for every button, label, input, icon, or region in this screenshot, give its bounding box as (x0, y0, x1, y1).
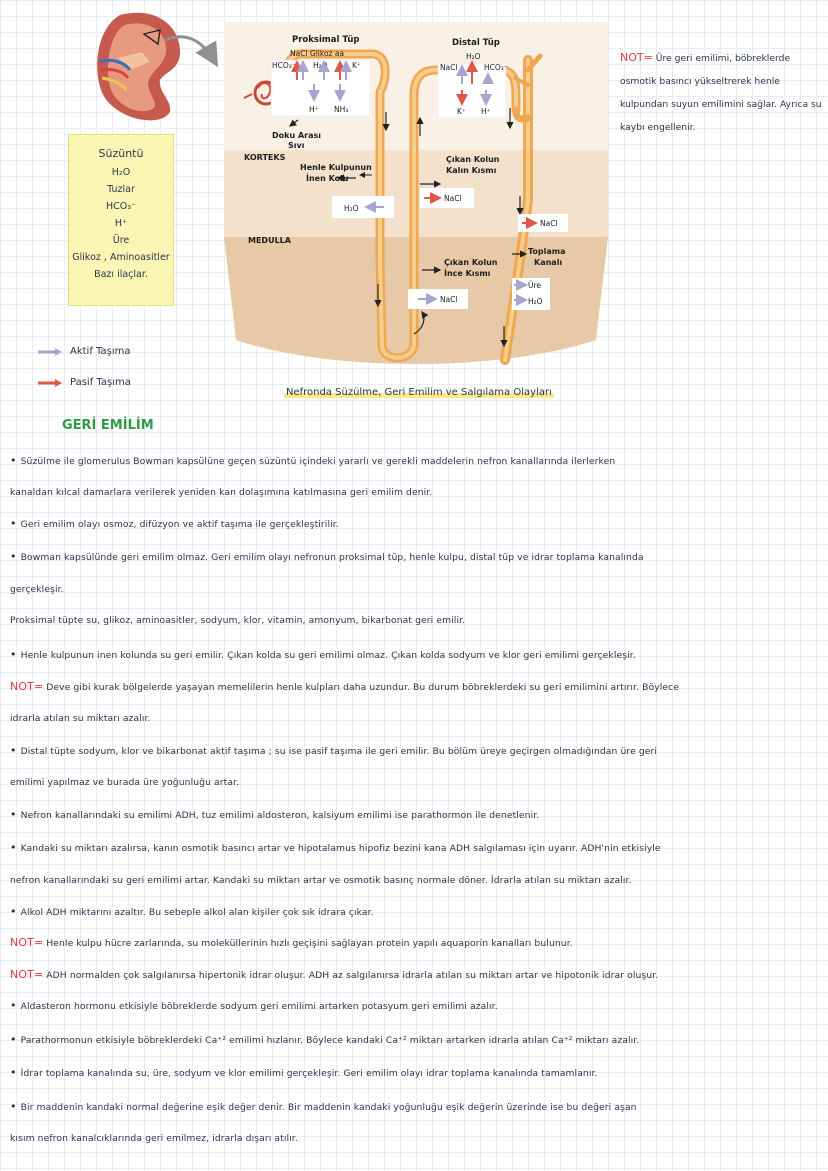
text-line: NOT= ADH normalden çok salgılanırsa hipertonik idrar oluşur. ADH az salgılanırsa idrarla atılan su miktarı artar ve hipotonik idrar oluşur. (10, 968, 659, 981)
distal-hco3: HCO₃⁻ (484, 63, 508, 72)
proximal-hco3: HCO₃⁻ (272, 61, 296, 70)
passive-arrow-icon (38, 379, 62, 387)
svg-text:NaCl: NaCl (540, 219, 558, 228)
note-top (620, 46, 826, 139)
filtrate-item: Üre (112, 235, 130, 246)
text-line: • Bir maddenin kandaki normal değerine eşik değer denir. Bir maddenin kandaki yoğunluğu eşik değerin üzerinde ise bu değeri aşan (10, 1100, 637, 1113)
filtrate-item: H⁺ (114, 218, 128, 229)
proximal-title: Proksimal Tüp (292, 35, 360, 45)
text-line: nefron kanallarındaki su geri emilimi artar. Kandaki su miktarı artar ve osmotik basınç normale döner. İdrarla atılan su miktarı azalır. (10, 875, 632, 886)
descending-limb-label-1: Henle Kulpunun (300, 163, 372, 172)
exchange-box-nacl-upper (420, 188, 474, 208)
svg-text:NaCl: NaCl (444, 194, 462, 203)
proximal-h2o: H₂O (313, 61, 328, 70)
descending-limb-label-2: İnen Kolu (306, 174, 349, 183)
distal-k: K⁺ (457, 107, 466, 116)
collecting-duct-label-1: Toplama (528, 247, 566, 256)
interstitial-label-1: Doku Arası (272, 131, 321, 140)
note-top-text: Üre geri emilimi, böbreklerde osmotik basıncı yükseltrerek henle kulpundan suyun emilimini sağlar. Ayrıca su kaybı engellenir. (620, 53, 822, 133)
text-line: • Henle kulpunun inen kolunda su geri emilir. Çıkan kolda su geri emilimi olmaz. Çıkan kolda sodyum ve klor geri emilimi gerçekleşir. (10, 648, 636, 661)
text-line: • Süzülme ile glomerulus Bowman kapsülüne geçen süzüntü içindeki yararlı ve gerekli maddelerin nefron kanallarında ilerlerken (10, 454, 616, 467)
filtrate-title: Süzüntü (98, 147, 144, 160)
text-line: kısım nefron kanalcıklarında geri emilmez, idrarla dışarı atılır. (10, 1133, 298, 1144)
text-line: • Parathormonun etkisiyle böbreklerdeki Ca⁺² emilimi hızlanır. Böylece kandaki Ca⁺² miktarı artarken idrarla atılan Ca⁺² miktarı azalır. (10, 1033, 640, 1046)
text-line: idrarla atılan su miktarı azalır. (10, 713, 151, 724)
svg-text:H₂O: H₂O (528, 297, 543, 306)
exchange-box-nacl-right (518, 214, 568, 232)
filtrate-item: HCO₃⁻ (105, 201, 137, 212)
text-line: • Geri emilim olayı osmoz, difüzyon ve aktif taşıma ile gerçekleştirilir. (10, 517, 339, 530)
section-heading: GERİ EMİLİM (62, 418, 154, 433)
distal-title: Distal Tüp (452, 38, 500, 48)
text-line: NOT= Deve gibi kurak bölgelerde yaşayan memelilerin henle kulpları daha uzundur. Bu durum böbreklerdeki su geri emilimini artırır. Böylece (10, 680, 680, 693)
proximal-top-line: NaCl Glikoz aa (290, 49, 345, 58)
filtrate-item: Bazı ilaçlar. (94, 269, 148, 280)
text-line: NOT= Henle kulpu hücre zarlarında, su moleküllerinin hızlı geçişini sağlayan protein yapılı aquaporin kanalları bulunur. (10, 936, 573, 949)
proximal-h: H⁺ (309, 105, 319, 114)
filtrate-item: H₂O (111, 167, 131, 178)
text-line: • Nefron kanallarındaki su emilimi ADH, tuz emilimi aldosteron, kalsiyum emilimi ise parathormon ile denetlenir. (10, 808, 540, 821)
text-line: • İdrar toplama kanalında su, üre, sodyum ve klor emilimi gerçekleşir. Geri emilim olayı idrar toplama kanalında tamamlanır. (10, 1066, 598, 1079)
interstitial-label-2: Sıvı (288, 141, 305, 150)
text-line: Proksimal tüpte su, glikoz, aminoasitler, sodyum, klor, vitamin, amonyum, bikarbonat geri emilir. (10, 615, 466, 626)
legend-active-label: Aktif Taşıma (70, 346, 131, 357)
legend-passive-label: Pasif Taşıma (70, 377, 131, 388)
svg-text:NaCl: NaCl (440, 295, 458, 304)
thin-ascending-label-1: Çıkan Kolun (444, 258, 498, 267)
distal-nacl: NaCl (440, 63, 458, 72)
thick-ascending-label-1: Çıkan Kolun (446, 155, 500, 164)
legend-active (38, 346, 130, 357)
proximal-nh3: NH₃ (334, 105, 349, 114)
diagram-caption: Nefronda Süzülme, Geri Emilim ve Salgılama Olayları (286, 387, 552, 398)
filtrate-item: Tuzlar (107, 184, 135, 195)
thin-ascending-label-2: İnce Kısmı (444, 269, 491, 278)
text-line: • Kandaki su miktarı azalırsa, kanın osmotik basıncı artar ve hipotalamus hipofiz bezini kana ADH salgılaması için uyarır. ADH'nin etkisiyle (10, 841, 661, 854)
text-line: • Alkol ADH miktarını azaltır. Bu sebeple alkol alan kişiler çok sık idrara çıkar. (10, 905, 374, 918)
note-top-prefix: NOT= (620, 51, 653, 64)
exchange-box-h2o (332, 196, 394, 218)
svg-text:Üre: Üre (528, 281, 542, 290)
text-line: gerçekleşir. (10, 584, 64, 595)
svg-text:H₂O: H₂O (344, 204, 359, 213)
legend-passive (38, 377, 131, 388)
text-line: • Distal tüpte sodyum, klor ve bikarbonat aktif taşıma ; su ise pasif taşıma ile geri emilir. Bu bölüm üreye geçirgen olmadığından üre geri (10, 744, 658, 757)
text-line: kanaldan kılcal damarlara verilerek yeniden kan dolaşımına katılmasına geri emilim denir. (10, 487, 433, 498)
collecting-duct-label-2: Kanalı (534, 258, 563, 267)
cortex-label: KORTEKS (244, 153, 286, 162)
text-line: emilimi yapılmaz ve burada üre yoğunluğu artar. (10, 777, 240, 788)
exchange-box-nacl-lower (408, 289, 468, 309)
exchange-box-ure-h2o (512, 278, 550, 310)
filtrate-box (68, 134, 174, 306)
distal-h: H⁺ (481, 107, 491, 116)
filtrate-item: Glikoz , Aminoasitler (72, 252, 170, 263)
text-line: • Aldasteron hormonu etkisiyle böbreklerde sodyum geri emilimi artarken potasyum geri emilimi azalır. (10, 999, 498, 1012)
medulla-label: MEDULLA (248, 236, 291, 245)
proximal-k: K⁺ (352, 61, 361, 70)
active-arrow-icon (38, 348, 62, 356)
text-line: • Bowman kapsülünde geri emilim olmaz. Geri emilim olayı nefronun proksimal tüp, henle kulpu, distal tüp ve idrar toplama kanalında (10, 550, 644, 563)
thick-ascending-label-2: Kalın Kısmı (446, 166, 497, 175)
kidney-illustration (97, 13, 180, 121)
distal-h2o: H₂O (466, 52, 481, 61)
